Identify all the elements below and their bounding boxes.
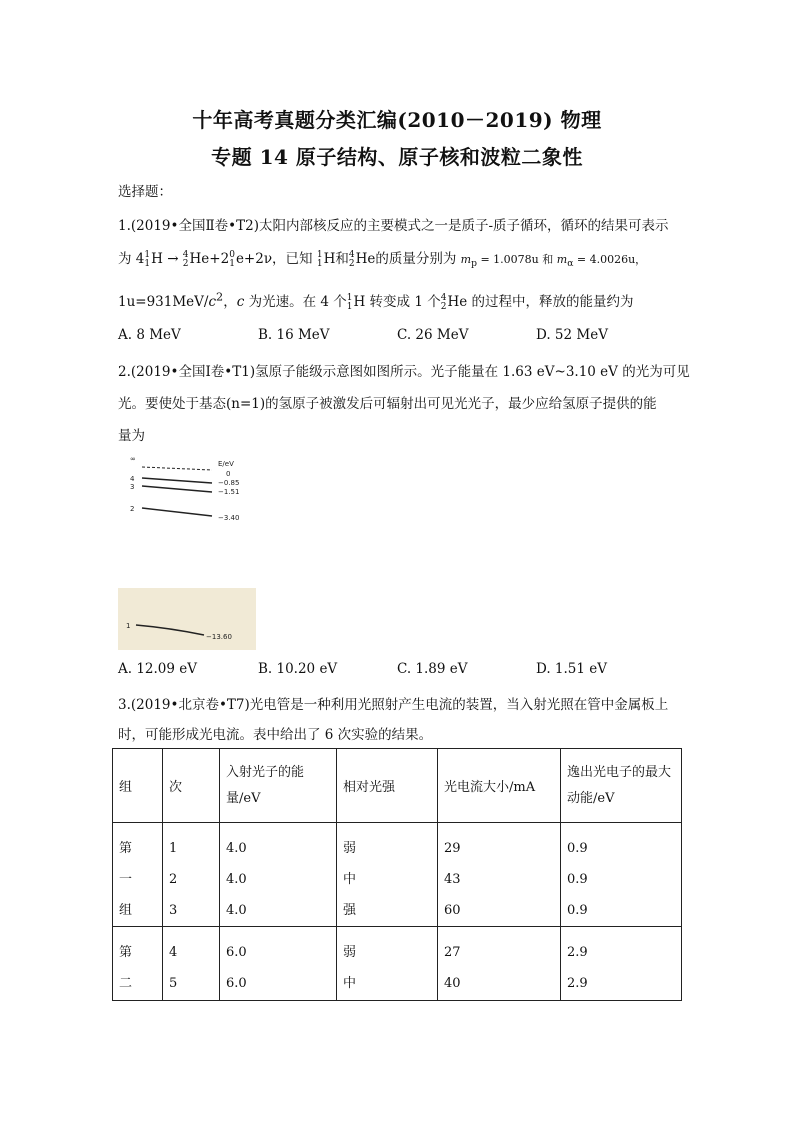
level-energy-4: −0.85 <box>218 479 240 487</box>
q1-option-a: A. 8 MeV <box>118 327 181 343</box>
level-line-4 <box>142 478 212 483</box>
document-subtitle: 专题 14 原子结构、原子核和波粒二象性 <box>211 145 583 169</box>
level-energy-inf: 0 <box>226 470 231 478</box>
document-title: 十年高考真题分类汇编(2010－2019) 物理 <box>192 108 602 132</box>
level-line-2 <box>142 508 212 516</box>
q1-option-b: B. 16 MeV <box>258 327 330 343</box>
level-energy-3: −1.51 <box>218 488 240 496</box>
experiment-table <box>112 748 682 1001</box>
header-trial: 次 <box>163 749 220 823</box>
q3-line1: 3.(2019•北京卷•T7)光电管是一种利用光照射产生电流的装置，当入射光照在管中金属板上 <box>118 697 669 713</box>
level-line-inf <box>142 467 212 470</box>
q2-option-b: B. 10.20 eV <box>258 661 338 677</box>
group2-trials: 4 5 <box>163 927 220 1001</box>
q2-line3: 量为 <box>118 428 145 444</box>
q2-option-a: A. 12.09 eV <box>118 661 198 677</box>
energy-level-diagram-upper <box>118 452 258 534</box>
level-line-1 <box>136 625 204 635</box>
energy-level-diagram-lower <box>118 588 256 650</box>
table-header-row <box>113 749 682 823</box>
q1-line2: 为 4 1 1 H → 4 2 He+2 0 1 e+2ν，已知 1 1 H和 4 2 He的质量分别为 $m_p = 1.0078u$ 和 $m_\alpha = 4.0026u$， <box>118 249 647 270</box>
group2-currents: 27 40 <box>438 927 561 1001</box>
group2-label: 第 二 <box>113 927 163 1001</box>
q1-line3: $1u=931MeV/c^2$，c 为光速。在 4 个 1 1 H 转变成 1 个 4 2 He 的过程中，释放的能量约为 <box>118 290 634 312</box>
energy-unit-label: E/eV <box>218 460 234 468</box>
group1-intensities: 弱 中 强 <box>337 823 438 927</box>
level-energy-1: −13.60 <box>206 633 232 641</box>
group1-energies: 4.0 4.0 4.0 <box>220 823 337 927</box>
group2-kinetic-energies: 2.9 2.9 <box>561 927 682 1001</box>
header-photocurrent: 光电流大小/mA <box>438 749 561 823</box>
group2-intensities: 弱 中 <box>337 927 438 1001</box>
group1-trials: 1 2 3 <box>163 823 220 927</box>
header-light-intensity: 相对光强 <box>337 749 438 823</box>
group2-energies: 6.0 6.0 <box>220 927 337 1001</box>
level-label-4: 4 <box>130 475 135 483</box>
q2-line2: 光。要使处于基态(n=1)的氢原子被激发后可辐射出可见光光子，最少应给氢原子提供的能 <box>118 396 657 412</box>
level-line-3 <box>142 486 212 492</box>
group1-kinetic-energies: 0.9 0.9 0.9 <box>561 823 682 927</box>
header-max-kinetic-energy: 逸出光电子的最大动能/eV <box>561 749 682 823</box>
level-label-3: 3 <box>130 483 135 491</box>
q1-line1: 1.(2019•全国Ⅱ卷•T2)太阳内部核反应的主要模式之一是质子-质子循环，循环的结果可表示 <box>118 218 669 234</box>
header-group: 组 <box>113 749 163 823</box>
q2-option-d: D. 1.51 eV <box>536 661 608 677</box>
table-row-group2 <box>113 927 682 1001</box>
header-photon-energy: 入射光子的能量/eV <box>220 749 337 823</box>
level-label-2: 2 <box>130 505 135 513</box>
level-label-1: 1 <box>126 622 131 630</box>
section-label: 选择题： <box>118 184 172 200</box>
q2-line1: 2.(2019•全国Ⅰ卷•T1)氢原子能级示意图如图所示。光子能量在 1.63 eV~3.10 eV 的光为可见 <box>118 364 690 380</box>
level-label-inf: ∞ <box>130 455 136 463</box>
table-row-group1 <box>113 823 682 927</box>
group1-currents: 29 43 60 <box>438 823 561 927</box>
q3-line2: 时，可能形成光电流。表中给出了 6 次实验的结果。 <box>118 727 433 743</box>
group1-label: 第 一 组 <box>113 823 163 927</box>
q1-option-c: C. 26 MeV <box>397 327 469 343</box>
level-energy-2: −3.40 <box>218 514 240 522</box>
q1-option-d: D. 52 MeV <box>536 327 608 343</box>
q2-option-c: C. 1.89 eV <box>397 661 468 677</box>
